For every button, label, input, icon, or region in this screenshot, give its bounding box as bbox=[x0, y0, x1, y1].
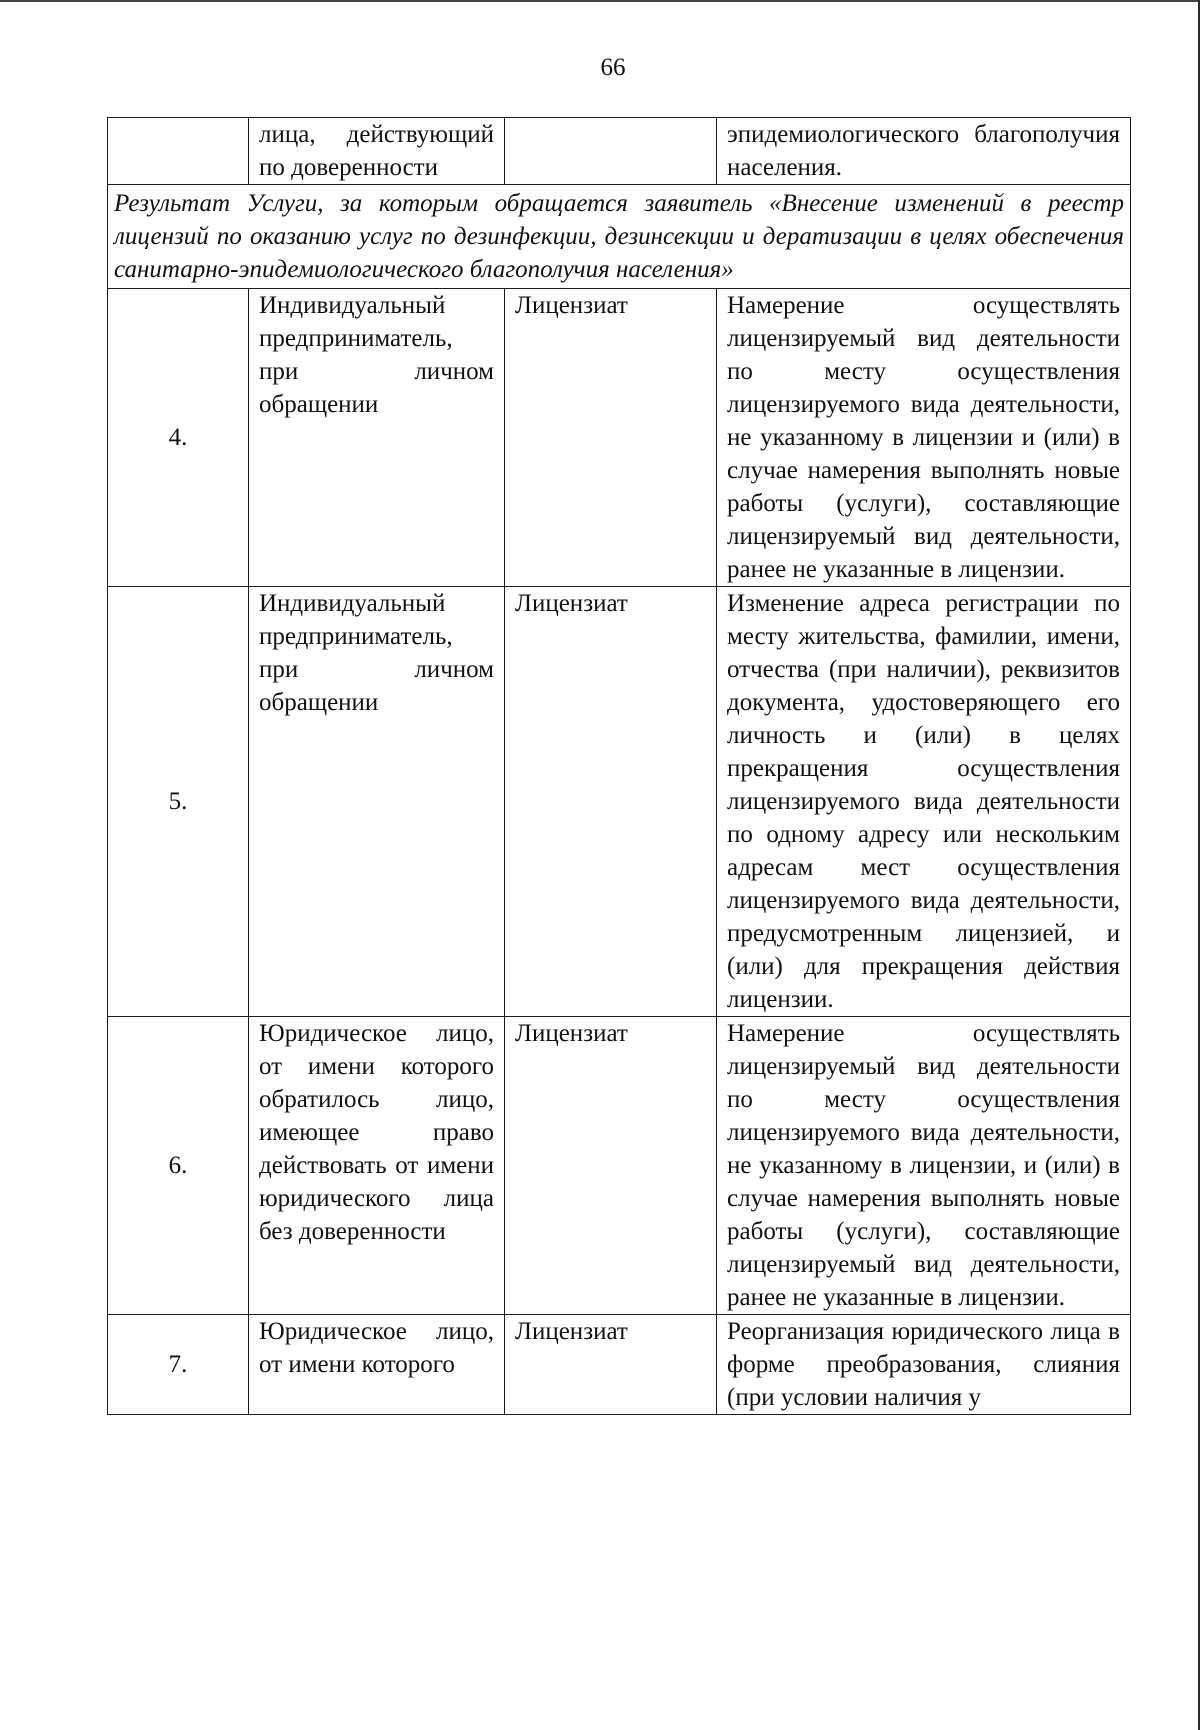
table-row bbox=[108, 289, 1131, 587]
grounds-cell: Реорганизация юридического лица в форме преобразования, слияния (при условии наличия у bbox=[717, 1315, 1131, 1415]
category-cell: Лицензиат bbox=[505, 587, 717, 1017]
applicant-cell: Индивидуальный предприниматель, при личном обращении bbox=[249, 289, 505, 587]
applicant-cell: лица, действующий по доверенности bbox=[249, 118, 505, 185]
category-cell: Лицензиат bbox=[505, 1315, 717, 1415]
section-title: Результат Услуги, за которым обращается заявитель «Внесение изменений в реестр лицензий по оказанию услуг по дезинфекции, дезинсекции и дератизации в целях обеспечения санитарно-эпидемиологического благополучия населения» bbox=[108, 185, 1131, 289]
applicant-cell: Юридическое лицо, от имени которого bbox=[249, 1315, 505, 1415]
page-number: 66 bbox=[600, 54, 626, 81]
table-row bbox=[108, 1315, 1131, 1415]
row-number: 6. bbox=[108, 1017, 249, 1315]
row-number: 5. bbox=[108, 587, 249, 1017]
table-row-continued bbox=[108, 118, 1131, 185]
category-cell: Лицензиат bbox=[505, 289, 717, 587]
category-cell: Лицензиат bbox=[505, 1017, 717, 1315]
category-cell bbox=[505, 118, 717, 185]
licensing-table bbox=[107, 117, 1131, 1415]
grounds-cell: Намерение осуществлять лицензируемый вид деятельности по месту осуществления лицензируемого вида деятельности, не указанному в лицензии, и (или) в случае намерения выполнять новые работы (услуги), составляющие лицензируемый вид деятельности, ранее не указанные в лицензии. bbox=[717, 1017, 1131, 1315]
page-top-edge bbox=[0, 0, 1200, 2]
grounds-cell: Изменение адреса регистрации по месту жительства, фамилии, имени, отчества (при наличии), реквизитов документа, удостоверяющего его личность и (или) в целях прекращения осуществления лицензируемого вида деятельности по одному адресу или нескольким адресам мест осуществления лицензируемого вида деятельности, предусмотренным лицензией, и (или) для прекращения действия лицензии. bbox=[717, 587, 1131, 1017]
section-header-row bbox=[108, 185, 1131, 289]
row-number bbox=[108, 118, 249, 185]
table-row bbox=[108, 1017, 1131, 1315]
row-number: 4. bbox=[108, 289, 249, 587]
row-number: 7. bbox=[108, 1315, 249, 1415]
grounds-cell: эпидемиологического благополучия населения. bbox=[717, 118, 1131, 185]
table-row bbox=[108, 587, 1131, 1017]
applicant-cell: Юридическое лицо, от имени которого обратилось лицо, имеющее право действовать от имени юридического лица без доверенности bbox=[249, 1017, 505, 1315]
grounds-cell: Намерение осуществлять лицензируемый вид деятельности по месту осуществления лицензируемого вида деятельности, не указанному в лицензии и (или) в случае намерения выполнять новые работы (услуги), составляющие лицензируемый вид деятельности, ранее не указанные в лицензии. bbox=[717, 289, 1131, 587]
applicant-cell: Индивидуальный предприниматель, при личном обращении bbox=[249, 587, 505, 1017]
